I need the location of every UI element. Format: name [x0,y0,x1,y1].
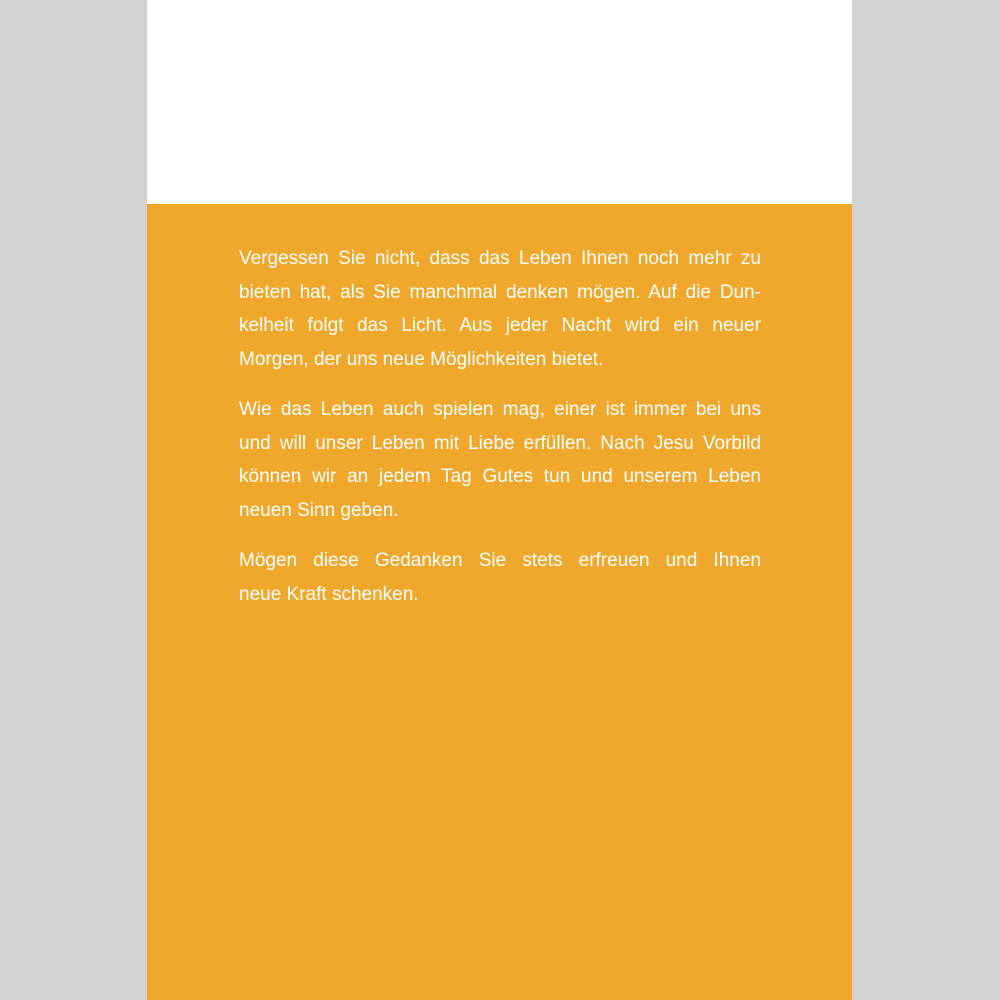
text-line: und will unser Leben mit Liebe erfüllen. Nach Jesu Vorbild [239,432,761,454]
orange-text-band [147,204,852,1000]
paragraph-3 [239,544,761,611]
text-line: bieten hat, als Sie manchmal denken mögen. Auf die Dun- [239,281,761,303]
text-line: neuen Sinn geben. [239,499,399,521]
text-line: Wie das Leben auch spielen mag, einer ist immer bei uns [239,399,761,420]
text-line: Morgen, der uns neue Möglichkeiten bietet. [239,348,604,370]
text-line: neue Kraft schenken. [239,583,419,605]
text-line: Mögen diese Gedanken Sie stets erfreuen und Ihnen [239,550,761,571]
text-line: Vergessen Sie nicht, dass das Leben Ihnen noch mehr zu [239,248,761,269]
text-line: kelheit folgt das Licht. Aus jeder Nacht wird ein neuer [239,315,761,336]
text-line: können wir an jedem Tag Gutes tun und unserem Leben [239,466,761,487]
paragraph-2 [239,393,761,527]
body-text [239,242,761,628]
paragraph-1 [239,242,761,376]
page [147,0,852,1000]
